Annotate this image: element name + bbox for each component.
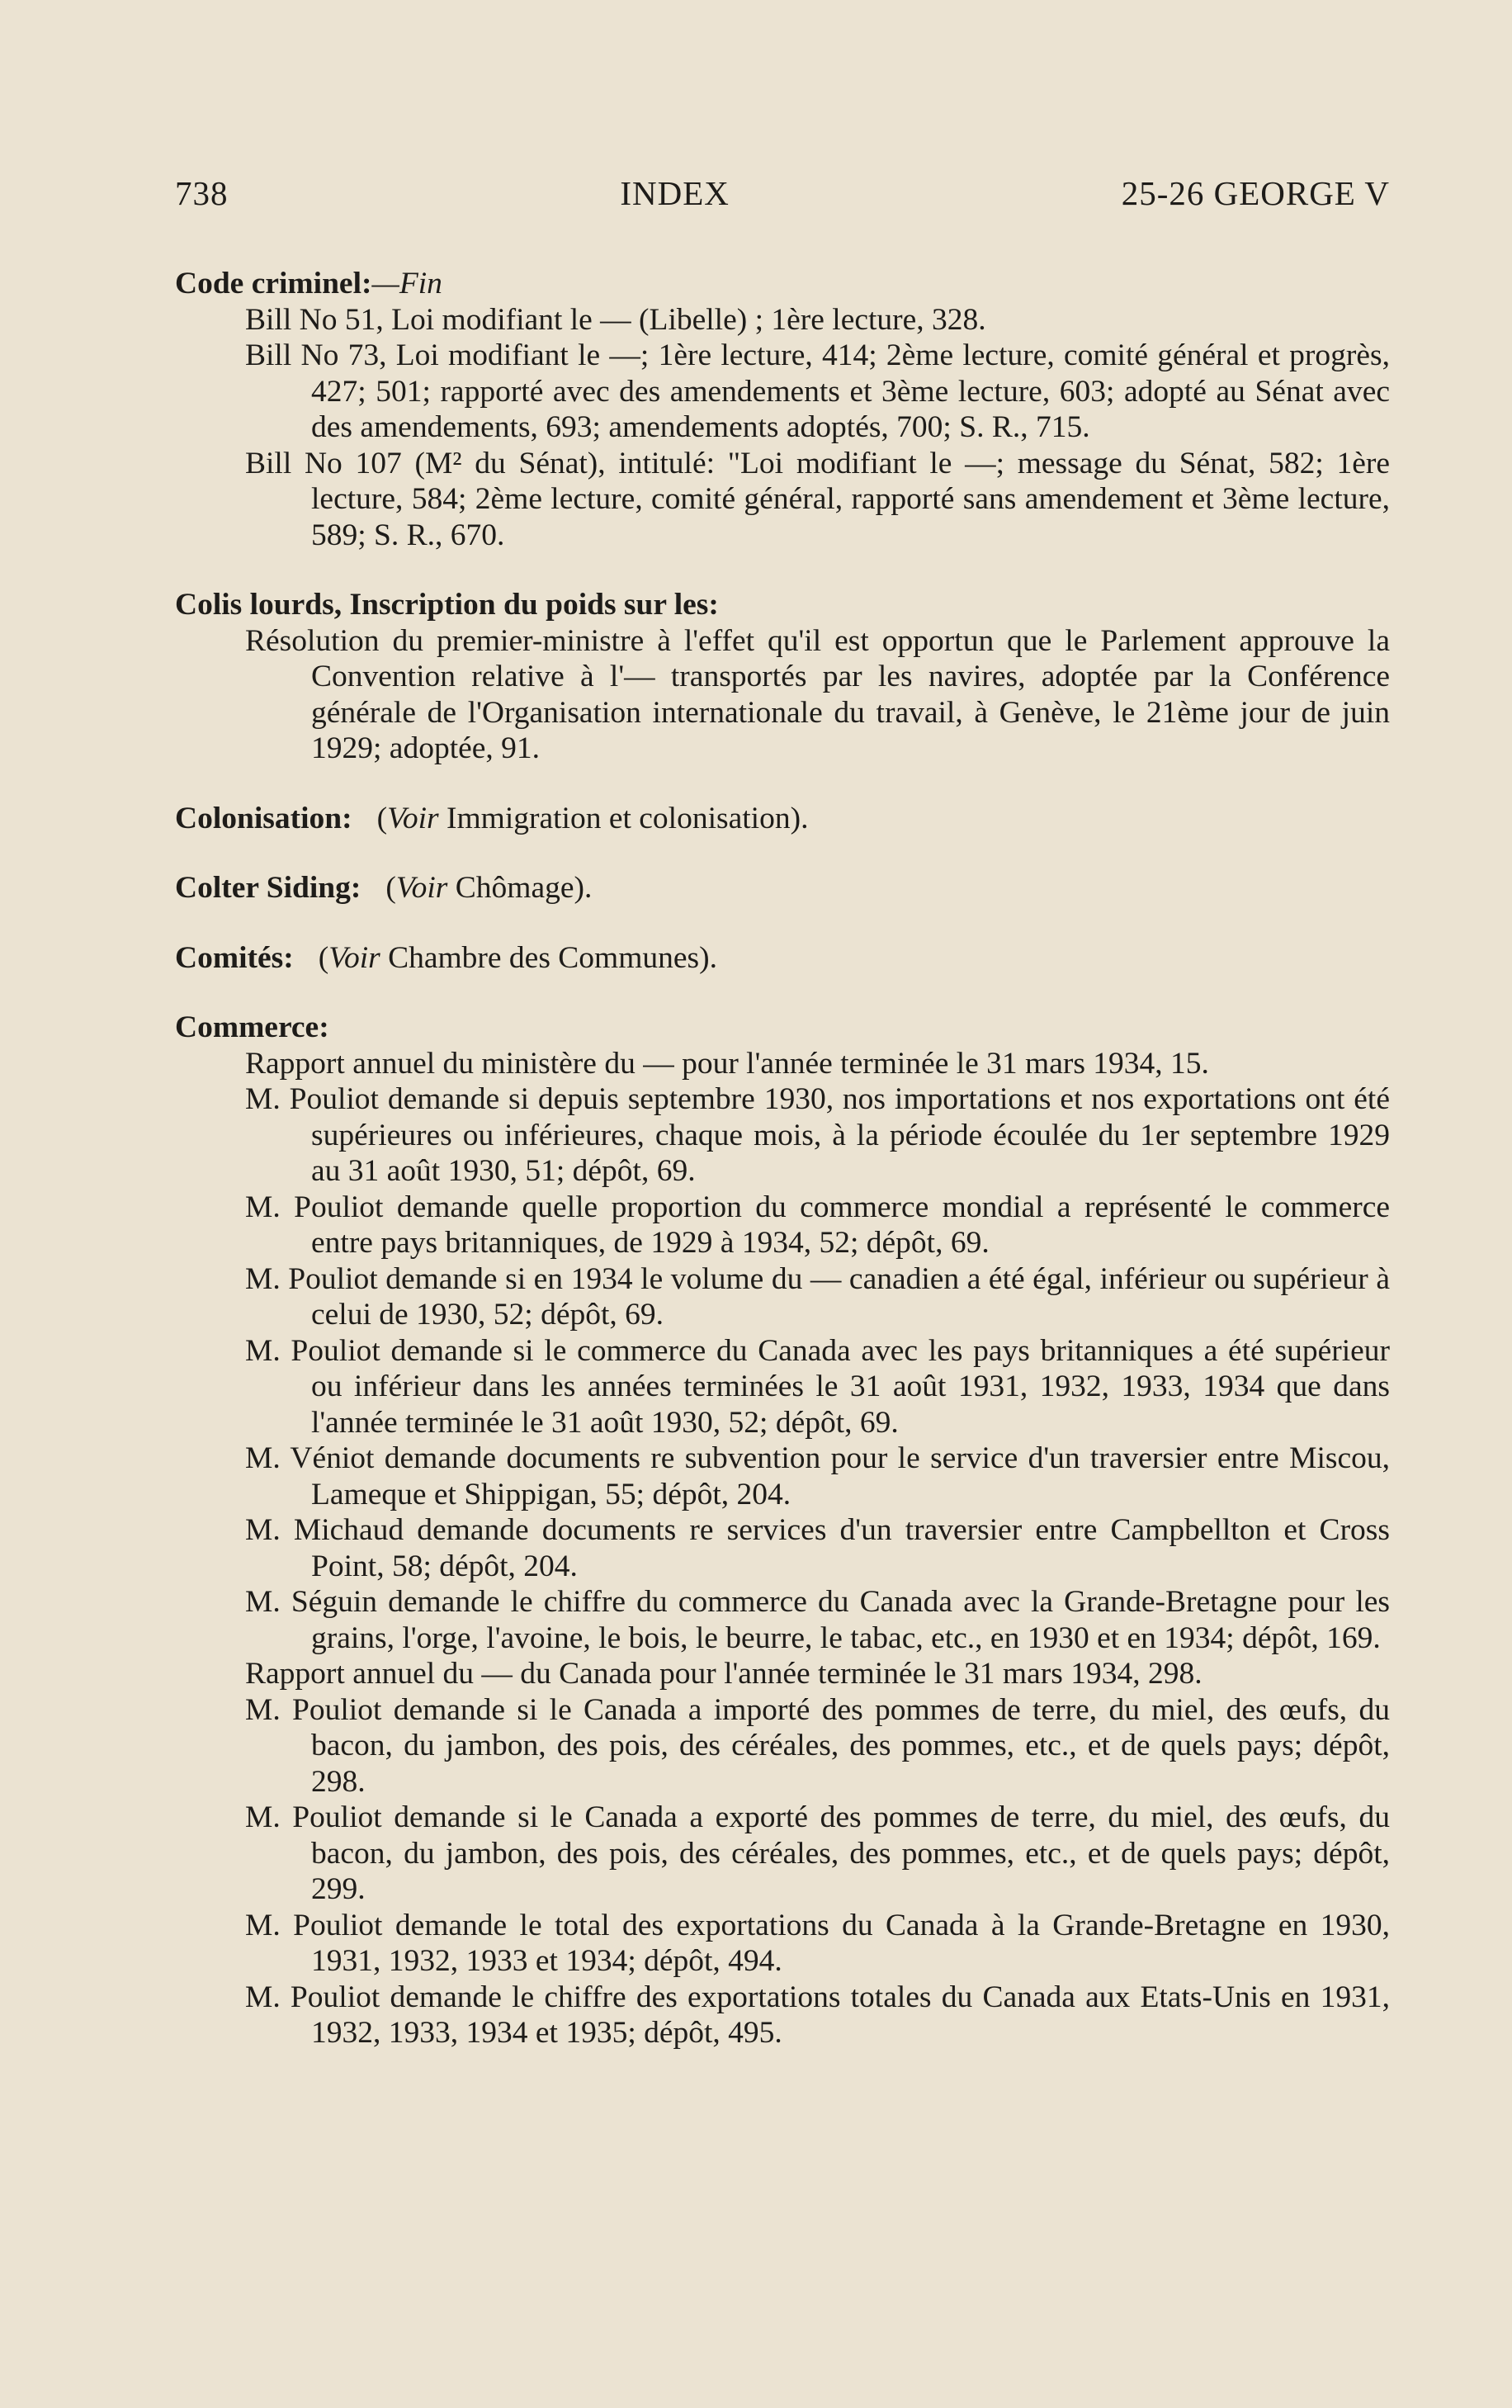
- heading-text: Colter Siding:: [175, 871, 361, 905]
- index-entry: Rapport annuel du ministère du — pour l'année terminée le 31 mars 1934, 15.: [245, 1046, 1209, 1081]
- heading-suffix: —Fin: [371, 267, 442, 300]
- index-section-code-criminel: [175, 266, 1390, 553]
- index-entry: Résolution du premier-ministre à l'effet qu'il est opportun que le Parlement approuve la Convention relative à l'— transportés par les navires, adoptée par la Conférence générale de l'Organisation internationale du travail, à Genève, le 21ème jour de juin 1929; adoptée, 91.: [245, 623, 1390, 765]
- index-section-colter-siding: [175, 870, 1390, 906]
- index-entry: M. Pouliot demande le chiffre des exportations totales du Canada aux Etats-Unis en 1931, 1932, 1933, 1934 et 1935; dépôt, 495.: [245, 1980, 1390, 2050]
- index-entry: M. Pouliot demande si en 1934 le volume du — canadien a été égal, inférieur ou supérieur à celui de 1930, 52; dépôt, 69.: [245, 1261, 1390, 1332]
- cross-reference: (Voir Chômage).: [385, 871, 593, 905]
- index-entry: M. Pouliot demande si le Canada a importé des pommes de terre, du miel, des œufs, du bacon, du jambon, des pois, des céréales, des pommes, etc., et de quels pays; dépôt, 298.: [245, 1692, 1390, 1799]
- heading-text: Comités:: [175, 940, 294, 975]
- section-heading: [175, 940, 1390, 977]
- section-heading: [175, 870, 1390, 906]
- see-target: Immigration et colonisation).: [447, 801, 809, 835]
- page-number: 738: [175, 174, 229, 212]
- index-section-colonisation: [175, 801, 1390, 837]
- index-entry: Bill No 51, Loi modifiant le — (Libelle) ; 1ère lecture, 328.: [245, 302, 986, 337]
- index-entry: M. Michaud demande documents re services d'un traversier entre Campbellton et Cross Point, 58; dépôt, 204.: [245, 1513, 1390, 1583]
- see-target: Chômage).: [455, 871, 593, 905]
- page-header: [175, 173, 1390, 213]
- see-word: Voir: [395, 871, 448, 905]
- index-entry: M. Pouliot demande quelle proportion du commerce mondial a représenté le commerce entre pays britanniques, de 1929 à 1934, 52; dépôt, 69.: [245, 1190, 1390, 1260]
- index-entry: M. Séguin demande le chiffre du commerce du Canada avec la Grande-Bretagne pour les grains, l'orge, l'avoine, le bois, le beurre, le tabac, etc., en 1930 et en 1934; dépôt, 169.: [245, 1585, 1390, 1655]
- index-content: [175, 266, 1390, 2085]
- index-section-comites: [175, 940, 1390, 977]
- heading-text: Code criminel:: [175, 267, 372, 300]
- index-entry: M. Pouliot demande si depuis septembre 1930, nos importations et nos exportations ont été supérieures ou inférieures, chaque mois, à la période écoulée du 1er septembre 1929 au 31 août 1930, 51; dépôt, 69.: [245, 1082, 1390, 1188]
- index-entry: M. Pouliot demande le total des exportations du Canada à la Grande-Bretagne en 1930, 1931, 1932, 1933 et 1934; dépôt, 494.: [245, 1908, 1390, 1978]
- index-entry: M. Pouliot demande si le Canada a exporté des pommes de terre, du miel, des œufs, du bacon, du jambon, des pois, des céréales, des pommes, etc., et de quels pays; dépôt, 299.: [245, 1800, 1390, 1906]
- cross-reference: (Voir Chambre des Communes).: [318, 940, 717, 975]
- cross-reference: (Voir Immigration et colonisation).: [376, 801, 809, 835]
- index-section-commerce: [175, 1010, 1390, 2051]
- section-heading: [175, 266, 1390, 302]
- see-target: Chambre des Communes).: [388, 940, 717, 975]
- section-heading: [175, 801, 1390, 837]
- see-word: Voir: [328, 940, 380, 975]
- index-section-colis-lourds: [175, 587, 1390, 767]
- index-entry: Rapport annuel du — du Canada pour l'année terminée le 31 mars 1934, 298.: [245, 1657, 1203, 1691]
- volume-label: 25-26 GEORGE V: [1121, 174, 1390, 212]
- running-title: INDEX: [620, 174, 730, 212]
- index-entry: M. Pouliot demande si le commerce du Canada avec les pays britanniques a été supérieur ou inférieur dans les années terminées le 31 août 1931, 1932, 1933, 1934 que dans l'année terminée le 31 août 1930, 52; dépôt, 69.: [245, 1333, 1390, 1440]
- heading-text: Colonisation:: [175, 801, 352, 835]
- index-entry: M. Véniot demande documents re subvention pour le service d'un traversier entre Miscou, Lameque et Shippigan, 55; dépôt, 204.: [245, 1441, 1390, 1512]
- index-entry: Bill No 73, Loi modifiant le —; 1ère lecture, 414; 2ème lecture, comité général et progrès, 427; 501; rapporté avec des amendements et 3ème lecture, 603; adopté au Sénat avec des amendements, 693; amendements adoptés, 700; S. R., 715.: [245, 338, 1390, 444]
- index-entry: Bill No 107 (M² du Sénat), intitulé: "Loi modifiant le —; message du Sénat, 582; 1ère lecture, 584; 2ème lecture, comité général, rapporté sans amendement et 3ème lecture, 589; S. R., 670.: [245, 446, 1390, 552]
- see-word: Voir: [387, 801, 439, 835]
- section-heading: Commerce:: [175, 1010, 329, 1044]
- section-heading: Colis lourds, Inscription du poids sur les:: [175, 588, 719, 622]
